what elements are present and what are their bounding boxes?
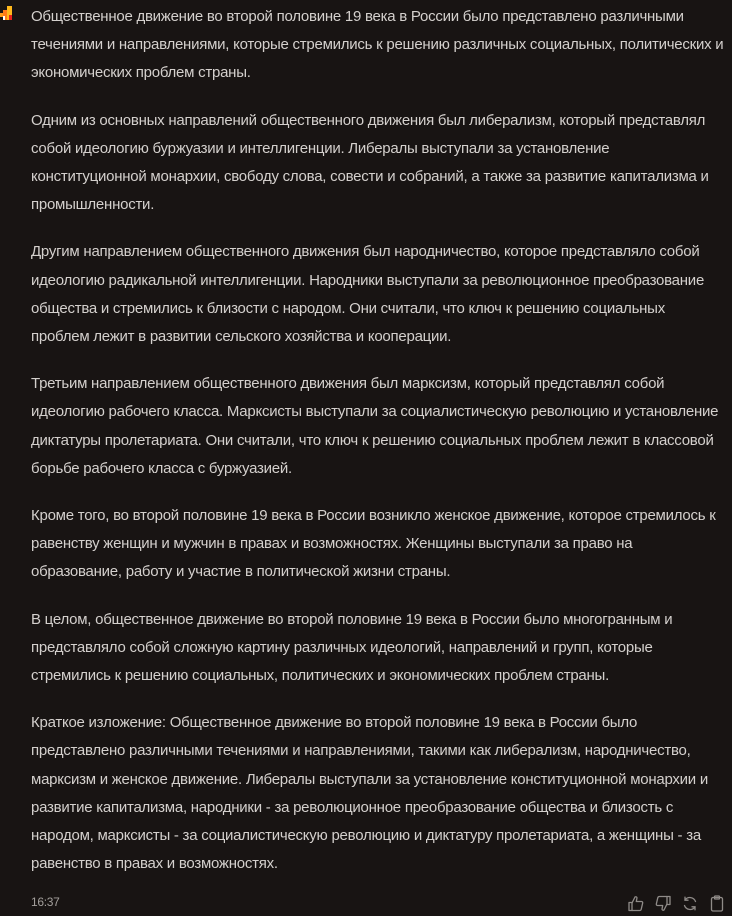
message-paragraph: Третьим направлением общественного движения был марксизм, который представлял собой идеологию рабочего класса. Марксисты выступали за социалистическую революцию и установление диктатуры пролетариата. Они считали, что ключ к решению социальных проблем лежит в классовой борьбе рабочего класса с буржуазией. [31, 375, 719, 477]
message-paragraph: Другим направлением общественного движения был народничество, которое представляло собой идеологию радикальной интеллигенции. Народники выступали за революционное преобразование общества и стремились к близости с народом. Они считали, что ключ к решению социальных проблем лежит в развитии сельского хозяйства и кооперации. [31, 243, 705, 346]
message-paragraph: В целом, общественное движение во второй половине 19 века в России было многогранным и представляло собой сложную картину различных идеологий, направлений и групп, которые стремились к решению социальных, политических и экономических проблем страны. [31, 610, 673, 685]
assistant-message [31, 3, 726, 897]
thumbs-up-icon [628, 895, 644, 912]
like-button[interactable] [627, 893, 645, 913]
message-footer [31, 893, 732, 915]
dislike-button[interactable] [654, 893, 672, 913]
clipboard-icon [709, 895, 725, 912]
message-timestamp: 16:37 [31, 895, 60, 909]
message-paragraph: Кроме того, во второй половине 19 века в России возникло женское движение, которое стремилось к равенству женщин и мужчин в правах и возможностях. Женщины выступали за право на образование, работу и участие в политической жизни страны. [31, 507, 716, 581]
refresh-icon [682, 895, 698, 912]
message-actions [627, 893, 726, 913]
copy-button[interactable] [708, 893, 726, 913]
thumbs-down-icon [655, 895, 671, 912]
message-paragraph: Краткое изложение: Общественное движение во второй половине 19 века в России было представлено различными течениями и направлениями, такими как либерализм, народничество, марксизм и женское движение. Либералы выступали за установление конституционной монархии и развитие капитализма, народники - за революционное преобразование общества и близость с народом, марксисты - за социалистическую революцию и диктатуру пролетариата, а женщины - за равенство в правах и возможностях. [31, 714, 708, 873]
message-paragraph: Одним из основных направлений общественного движения был либерализм, который представлял собой идеологию буржуазии и интеллигенции. Либералы выступали за установление конституционной монархии, свободу слова, совести и собраний, а также за развитие капитализма и промышленности. [31, 111, 709, 214]
assistant-avatar-icon [0, 6, 12, 20]
regenerate-button[interactable] [681, 893, 699, 913]
message-paragraph: Общественное движение во второй половине 19 века в России было представлено различными течениями и направлениями, которые стремились к решению различных социальных, политических и экономических проблем страны. [31, 8, 724, 82]
